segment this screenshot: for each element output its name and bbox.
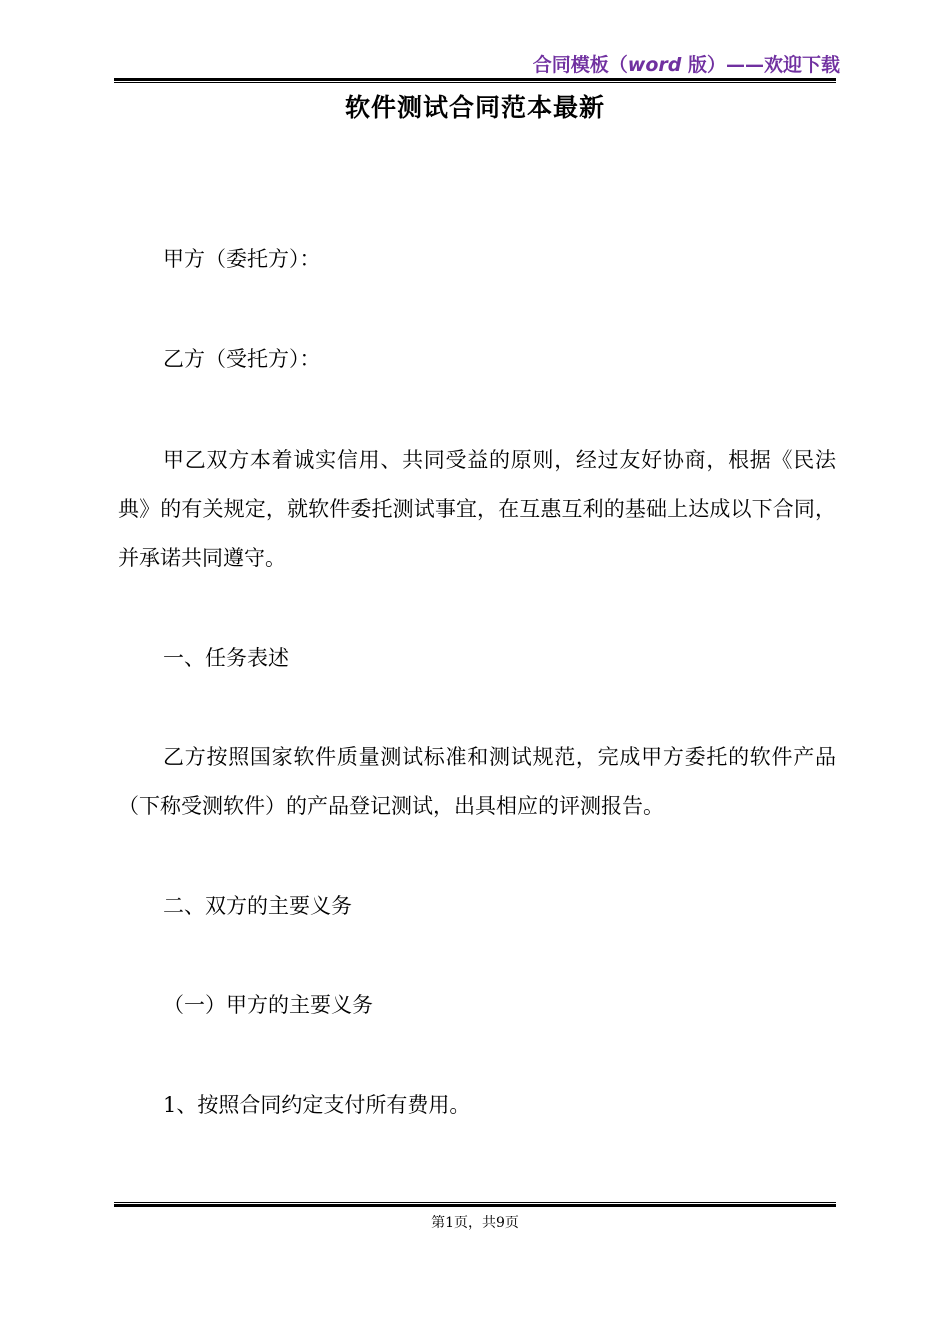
header-label-prefix: 合同模板（ (532, 54, 628, 76)
document-title: 软件测试合同范本最新 (344, 93, 605, 122)
preamble-paragraph: 甲乙双方本着诚实信用、共同受益的原则，经过友好协商，根据《民法典》的有关规定，就软件委托测试事宜，在互惠互利的基础上达成以下合同，并承诺共同遵守。 (118, 448, 836, 570)
header-rule (114, 78, 836, 83)
task-description-paragraph: 乙方按照国家软件质量测试标准和测试规范，完成甲方委托的软件产品（下称受测软件）的产品登记测试，出具相应的评测报告。 (118, 745, 836, 818)
subsection-heading-party-a: （一）甲方的主要义务 (163, 993, 373, 1017)
footer-rule (114, 1202, 836, 1207)
section-heading-task: 一、任务表述 (163, 646, 289, 670)
header-label-suffix: 版）——欢迎下载 (681, 54, 840, 76)
obligation-item-1: 1、按照合同约定支付所有费用。 (163, 1093, 471, 1117)
header-label-word: word (627, 54, 682, 76)
document-header-label (533, 50, 840, 77)
party-a-line: 甲方（委托方）： (163, 247, 321, 271)
section-heading-obligations: 二、双方的主要义务 (163, 894, 352, 918)
party-b-line: 乙方（受托方）： (163, 347, 321, 371)
page-number: 第1页，共9页 (431, 1215, 519, 1231)
